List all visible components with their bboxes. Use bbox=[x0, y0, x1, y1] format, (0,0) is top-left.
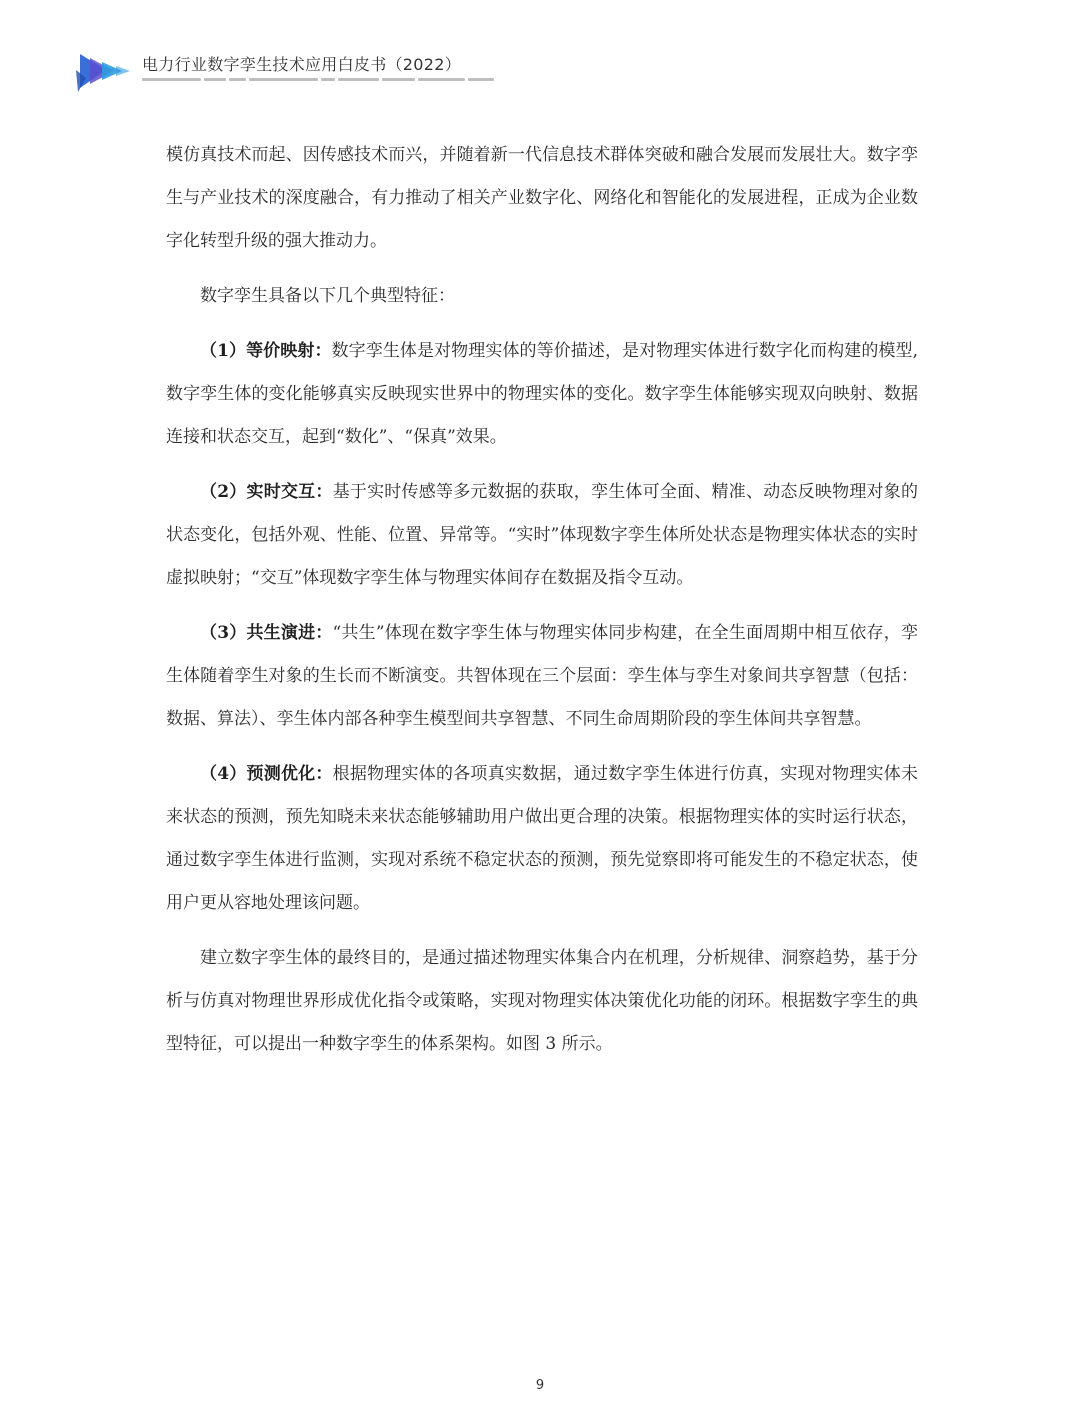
feature-text: “共生”体现在数字孪生体与物理实体同步构建，在全生面周期中相互依存，孪生体随着孪生对象的生长而不断演变。共智体现在三个层面：孪生体与孪生对象间共享智慧（包括：数据、算法）、孪生体内部各种孪生模型间共享智慧、不同生命周期阶段的孪生体间共享智慧。 bbox=[166, 623, 918, 729]
feature-title: （2）实时交互： bbox=[200, 482, 333, 502]
feature-text: 数字孪生体是对物理实体的等价描述，是对物理实体进行数字化而构建的模型,数字孪生体的变化能够真实反映现实世界中的物理实体的变化。数字孪生体能够实现双向映射、数据连接和状态交互，起到“数化”、“保真”效果。 bbox=[166, 341, 918, 447]
feature-paragraph-4 bbox=[166, 753, 918, 925]
document-body bbox=[166, 134, 918, 1078]
intro-paragraph: 模仿真技术而起、因传感技术而兴，并随着新一代信息技术群体突破和融合发展而发展壮大。数字孪生与产业技术的深度融合，有力推动了相关产业数字化、网络化和智能化的发展进程，正成为企业数字化转型升级的强大推动力。 bbox=[166, 145, 918, 251]
page-header bbox=[76, 42, 496, 98]
page-number: 9 bbox=[535, 1378, 545, 1393]
features-lead: 数字孪生具备以下几个典型特征： bbox=[200, 286, 455, 306]
feature-paragraph-1 bbox=[166, 330, 918, 459]
feature-paragraph-2 bbox=[166, 471, 918, 600]
feature-title: （4）预测优化： bbox=[200, 764, 333, 784]
feature-text: 根据物理实体的各项真实数据，通过数字孪生体进行仿真，实现对物理实体未来状态的预测，预先知晓未来状态能够辅助用户做出更合理的决策。根据物理实体的实时运行状态，通过数字孪生体进行监测，实现对系统不稳定状态的预测，预先觉察即将可能发生的不稳定状态，使用户更从容地处理该问题。 bbox=[166, 764, 918, 913]
logo-icon bbox=[76, 48, 132, 94]
feature-title: （3）共生演进： bbox=[200, 623, 333, 643]
feature-paragraph-3 bbox=[166, 612, 918, 741]
feature-text: 基于实时传感等多元数据的获取，孪生体可全面、精准、动态反映物理对象的状态变化，包括外观、性能、位置、异常等。“实时”体现数字孪生体所处状态是物理实体状态的实时虚拟映射；“交互”体现数字孪生体与物理实体间存在数据及指令互动。 bbox=[166, 482, 918, 588]
document-title: 电力行业数字孪生技术应用白皮书（2022） bbox=[142, 55, 462, 74]
english-subtitle-line bbox=[142, 78, 494, 82]
conclusion-paragraph: 建立数字孪生体的最终目的，是通过描述物理实体集合内在机理，分析规律、洞察趋势，基于分析与仿真对物理世界形成优化指令或策略，实现对物理实体决策优化功能的闭环。根据数字孪生的典型特征，可以提出一种数字孪生的体系架构。如图 3 所示。 bbox=[166, 948, 918, 1054]
feature-title: （1）等价映射： bbox=[200, 341, 332, 361]
